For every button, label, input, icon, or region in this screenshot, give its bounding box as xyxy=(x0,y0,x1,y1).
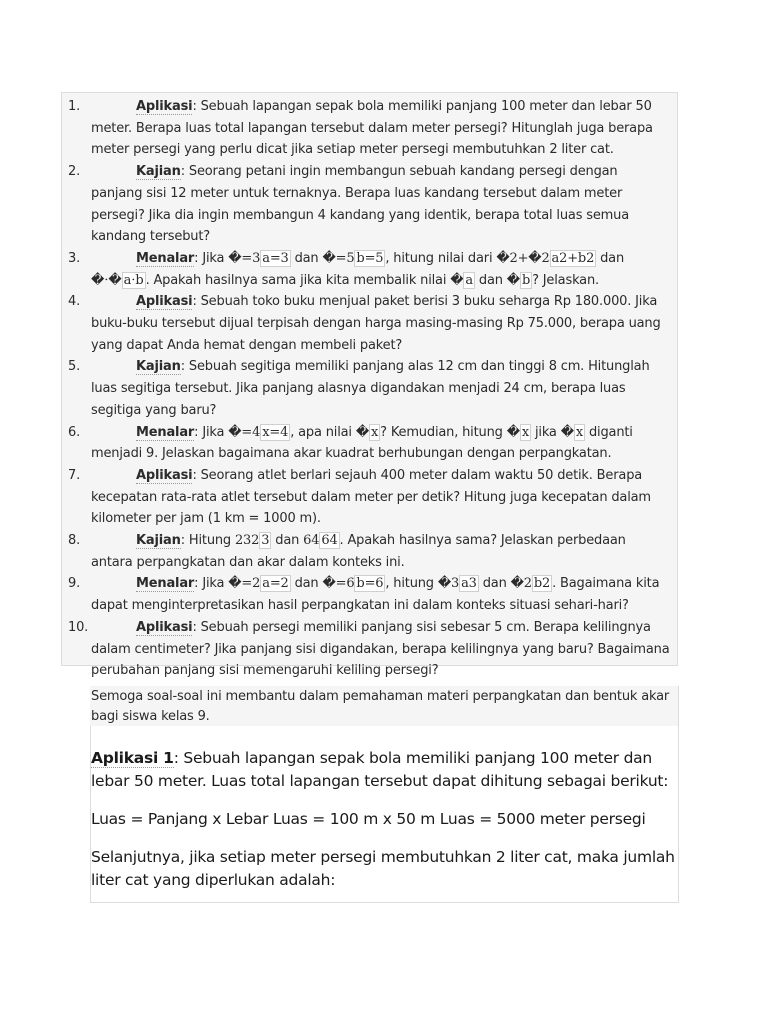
math-expression-box: 3 xyxy=(261,533,270,549)
question-text: : Seorang atlet berlari sejauh 400 meter dalam waktu 50 detik. Berapa kecepatan rata-rata atlet tersebut dalam meter per detik? Hitung juga kecepatan dalam kilometer per jam (1 km = 1000 m). xyxy=(91,467,651,527)
question-text: dan xyxy=(478,576,511,592)
question-item-6 xyxy=(68,422,671,465)
math-expression-box: b xyxy=(521,272,531,288)
question-category: Kajian xyxy=(136,164,181,180)
question-text: dan xyxy=(474,272,507,288)
question-text: . Bagaimana kita dapat menginterpretasikan hasil perpangkatan ini dalam konteks situasi sehari-hari? xyxy=(91,576,660,614)
question-item-5 xyxy=(68,356,671,421)
math-expression-box: 64 xyxy=(321,533,338,549)
question-list xyxy=(68,96,671,682)
question-text: : Sebuah persegi memiliki panjang sisi sebesar 5 cm. Berapa kelilingnya dalam centimeter? Jika panjang sisi digandakan, berapa kelilingnya yang baru? Bagaimana perubahan panjang sisi memengaruhi keliling persegi? xyxy=(91,619,670,679)
question-category: Menalar xyxy=(136,576,195,592)
math-expression: � xyxy=(355,424,369,440)
question-text: , apa nilai xyxy=(290,424,356,440)
question-text: . Apakah hasilnya sama? Jelaskan perbedaan antara perpangkatan dan akar dalam konteks ini. xyxy=(91,533,626,570)
question-text: dan xyxy=(271,533,304,549)
closing-note: Semoga soal-soal ini membantu dalam pemahaman materi perpangkatan dan bentuk akar bagi siswa kelas 9. xyxy=(90,686,678,726)
question-text: : Seorang petani ingin membangun sebuah kandang persegi dengan panjang sisi 12 meter untuk ternaknya. Berapa luas kandang tersebut dalam meter persegi? Jika dia ingin membangun 4 kandang yang identik, berapa total luas semua kandang tersebut? xyxy=(91,164,629,245)
math-expression-box: x=4 xyxy=(262,424,289,440)
question-list-box xyxy=(61,92,678,679)
question-text: dan xyxy=(290,576,323,592)
question-text: : Jika xyxy=(194,250,229,266)
answer-heading: Aplikasi 1 xyxy=(91,749,174,767)
math-expression-box: b2 xyxy=(533,576,551,592)
question-number: 8. xyxy=(68,533,81,549)
math-expression-box: x xyxy=(521,424,529,440)
question-text: : Jika xyxy=(194,424,229,440)
question-text: : Sebuah lapangan sepak bola memiliki panjang 100 meter dan lebar 50 meter. Berapa luas total lapangan tersebut dalam meter persegi? Hitunglah juga berapa meter persegi yang perlu dicat jika setiap meter persegi membutuhkan 2 liter cat. xyxy=(91,99,653,158)
question-number: 3. xyxy=(68,250,81,266)
math-expression-box: b=6 xyxy=(356,576,384,592)
question-item-8 xyxy=(68,530,671,573)
question-text: : Sebuah segitiga memiliki panjang alas 12 cm dan tinggi 8 cm. Hitunglah luas segitiga tersebut. Jika panjang alasnya digandakan menjadi 24 cm, berapa luas segitiga yang baru? xyxy=(91,359,650,418)
answer-intro: : Sebuah lapangan sepak bola memiliki panjang 100 meter dan lebar 50 meter. Luas total lapangan tersebut dapat dihitung sebagai berikut: xyxy=(91,749,669,790)
math-expression: �=2 xyxy=(228,576,261,592)
question-text: ? Jelaskan. xyxy=(532,272,599,288)
math-expression: �⋅� xyxy=(91,272,122,288)
question-category: Aplikasi xyxy=(136,467,193,483)
answer-formula: Luas = Panjang x Lebar Luas = 100 m x 50 m Luas = 5000 meter persegi xyxy=(91,810,646,828)
math-expression: 64 xyxy=(303,533,320,549)
math-expression: � xyxy=(560,424,574,440)
question-category: Kajian xyxy=(136,533,181,549)
question-text: : Jika xyxy=(194,576,229,592)
question-text: : Hitung xyxy=(180,533,235,549)
math-expression-box: a2+b2 xyxy=(551,250,595,266)
question-number: 9. xyxy=(68,576,81,592)
math-expression: �=6 xyxy=(322,576,355,592)
math-expression-box: a xyxy=(465,272,473,288)
question-item-10 xyxy=(68,617,671,682)
question-number: 4. xyxy=(68,294,81,310)
math-expression: �2+�2 xyxy=(496,250,550,266)
question-item-3 xyxy=(68,248,671,291)
math-expression: �=3 xyxy=(228,250,261,266)
math-expression: �2 xyxy=(510,576,532,592)
answer-section xyxy=(91,747,676,907)
math-expression: 232 xyxy=(234,533,260,549)
question-item-1 xyxy=(68,96,671,161)
question-number: 7. xyxy=(68,467,81,483)
math-expression-box: a=2 xyxy=(262,576,289,592)
question-category: Menalar xyxy=(136,424,195,440)
math-expression-box: a3 xyxy=(461,576,477,592)
question-text: dan xyxy=(290,250,323,266)
question-number: 2. xyxy=(68,164,81,180)
question-text: dan xyxy=(596,250,625,266)
math-expression: � xyxy=(506,424,520,440)
question-number: 6. xyxy=(68,424,81,440)
question-text: , hitung xyxy=(385,576,438,592)
question-number: 1. xyxy=(68,99,81,114)
question-number: 5. xyxy=(68,359,81,375)
question-number: 10. xyxy=(68,619,89,635)
math-expression-box: b=5 xyxy=(356,250,384,266)
question-text: . Apakah hasilnya sama jika kita membalik nilai xyxy=(145,272,451,288)
question-text: jika xyxy=(531,424,561,440)
answer-next-step: Selanjutnya, jika setiap meter persegi membutuhkan 2 liter cat, maka jumlah liter cat yang diperlukan adalah: xyxy=(91,848,675,889)
answer-intro-paragraph xyxy=(91,747,676,793)
math-expression: � xyxy=(506,272,520,288)
question-item-9 xyxy=(68,573,671,616)
question-item-4 xyxy=(68,291,671,356)
math-expression: �3 xyxy=(437,576,460,592)
question-category: Aplikasi xyxy=(136,294,193,310)
math-expression: �=5 xyxy=(322,250,355,266)
question-text: : Sebuah toko buku menjual paket berisi 3 buku seharga Rp 180.000. Jika buku-buku tersebut dijual terpisah dengan harga masing-masing Rp 75.000, berapa uang yang dapat Anda hemat dengan membeli paket? xyxy=(91,294,661,353)
question-category: Aplikasi xyxy=(136,619,193,635)
math-expression-box: a⋅b xyxy=(123,272,144,288)
math-expression-box: a=3 xyxy=(262,250,289,266)
math-expression: �=4 xyxy=(228,424,261,440)
question-category: Menalar xyxy=(136,250,195,266)
question-text: diganti menjadi 9. Jelaskan bagaimana akar kuadrat berhubungan dengan perpangkatan. xyxy=(91,424,633,462)
question-text: ? Kemudian, hitung xyxy=(380,424,507,440)
math-expression-box: x xyxy=(370,424,379,440)
question-category: Aplikasi xyxy=(136,99,193,114)
math-expression: � xyxy=(450,272,464,288)
question-category: Kajian xyxy=(136,359,181,375)
math-expression-box: x xyxy=(575,424,583,440)
question-text: , hitung nilai dari xyxy=(385,250,497,266)
question-item-2 xyxy=(68,161,671,248)
question-item-7 xyxy=(68,465,671,530)
